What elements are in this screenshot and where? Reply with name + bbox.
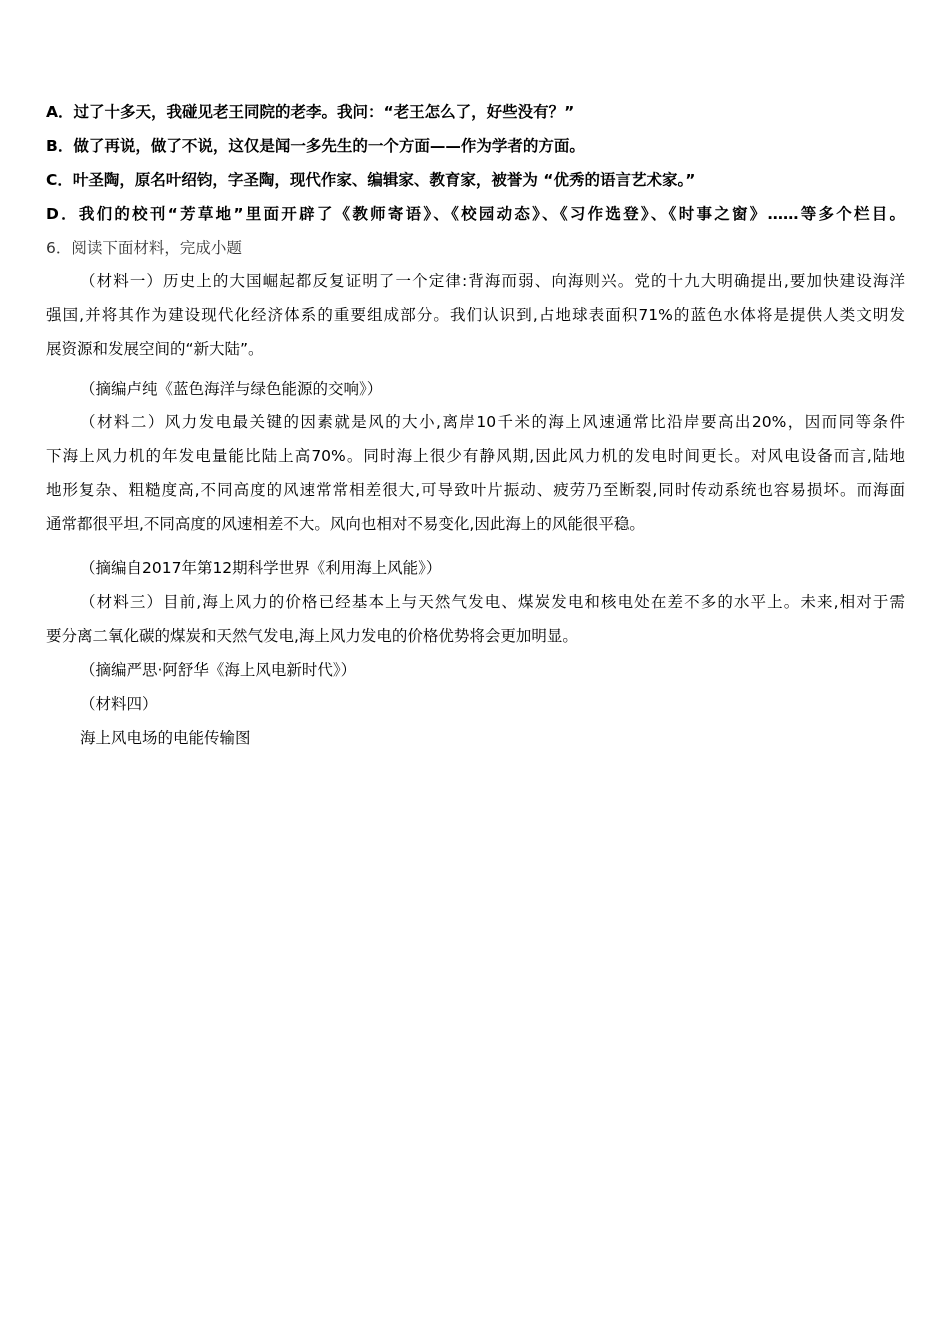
material4-label: （材料四） bbox=[80, 695, 158, 713]
source1: （摘编卢纯《蓝色海洋与绿色能源的交响》） bbox=[80, 380, 383, 398]
material3-line: （材料三）目前,海上风力的价格已经基本上与天然气发电、煤炭发电和核电处在差不多的水平上。未来,相对于需 bbox=[80, 593, 905, 611]
material1-line: （材料一）历史上的大国崛起都反复证明了一个定律:背海而弱、向海则兴。党的十九大明确提出,要加快建设海洋 bbox=[80, 272, 905, 290]
material2-line: 下海上风力机的年发电量能比陆上高70%。同时海上很少有静风期,因此风力机的发电时间更长。对风电设备而言,陆地 bbox=[46, 447, 905, 465]
material2-line: 通常都很平坦,不同高度的风速相差不大。风向也相对不易变化,因此海上的风能很平稳。 bbox=[46, 515, 645, 533]
material2-line: 地形复杂、粗糙度高,不同高度的风速常常相差很大,可导致叶片振动、疲劳乃至断裂,同时传动系统也容易损坏。而海面 bbox=[46, 481, 905, 499]
source3: （摘编严思·阿舒华《海上风电新时代》） bbox=[80, 661, 357, 679]
material1-line: 展资源和发展空间的“新大陆”。 bbox=[46, 340, 264, 358]
material2-line: （材料二）风力发电最关键的因素就是风的大小,离岸10千米的海上风速通常比沿岸要高出20%，因而同等条件 bbox=[80, 413, 905, 431]
material1-line: 强国,并将其作为建设现代化经济体系的重要组成部分。我们认识到,占地球表面积71%的蓝色水体将是提供人类文明发 bbox=[46, 306, 905, 324]
option-c: C．叶圣陶，原名叶绍钧，字圣陶，现代作家、编辑家、教育家，被誉为 “优秀的语言艺术家。” bbox=[46, 171, 696, 189]
source2: （摘编自2017年第12期科学世界《利用海上风能》） bbox=[80, 559, 442, 577]
option-a: A．过了十多天，我碰见老王同院的老李。我问：“老王怎么了，好些没有？” bbox=[46, 103, 575, 121]
question-prompt: 6．阅读下面材料，完成小题 bbox=[46, 239, 242, 257]
option-d: D．我们的校刊“芳草地”里面开辟了《教师寄语》、《校园动态》、《习作选登》、《时事之窗》……等多个栏目。 bbox=[46, 205, 905, 223]
material3-line: 要分离二氧化碳的煤炭和天然气发电,海上风力发电的价格优势将会更加明显。 bbox=[46, 627, 578, 645]
option-b: B．做了再说，做了不说，这仅是闻一多先生的一个方面——作为学者的方面。 bbox=[46, 137, 585, 155]
figure-title: 海上风电场的电能传输图 bbox=[80, 729, 251, 747]
